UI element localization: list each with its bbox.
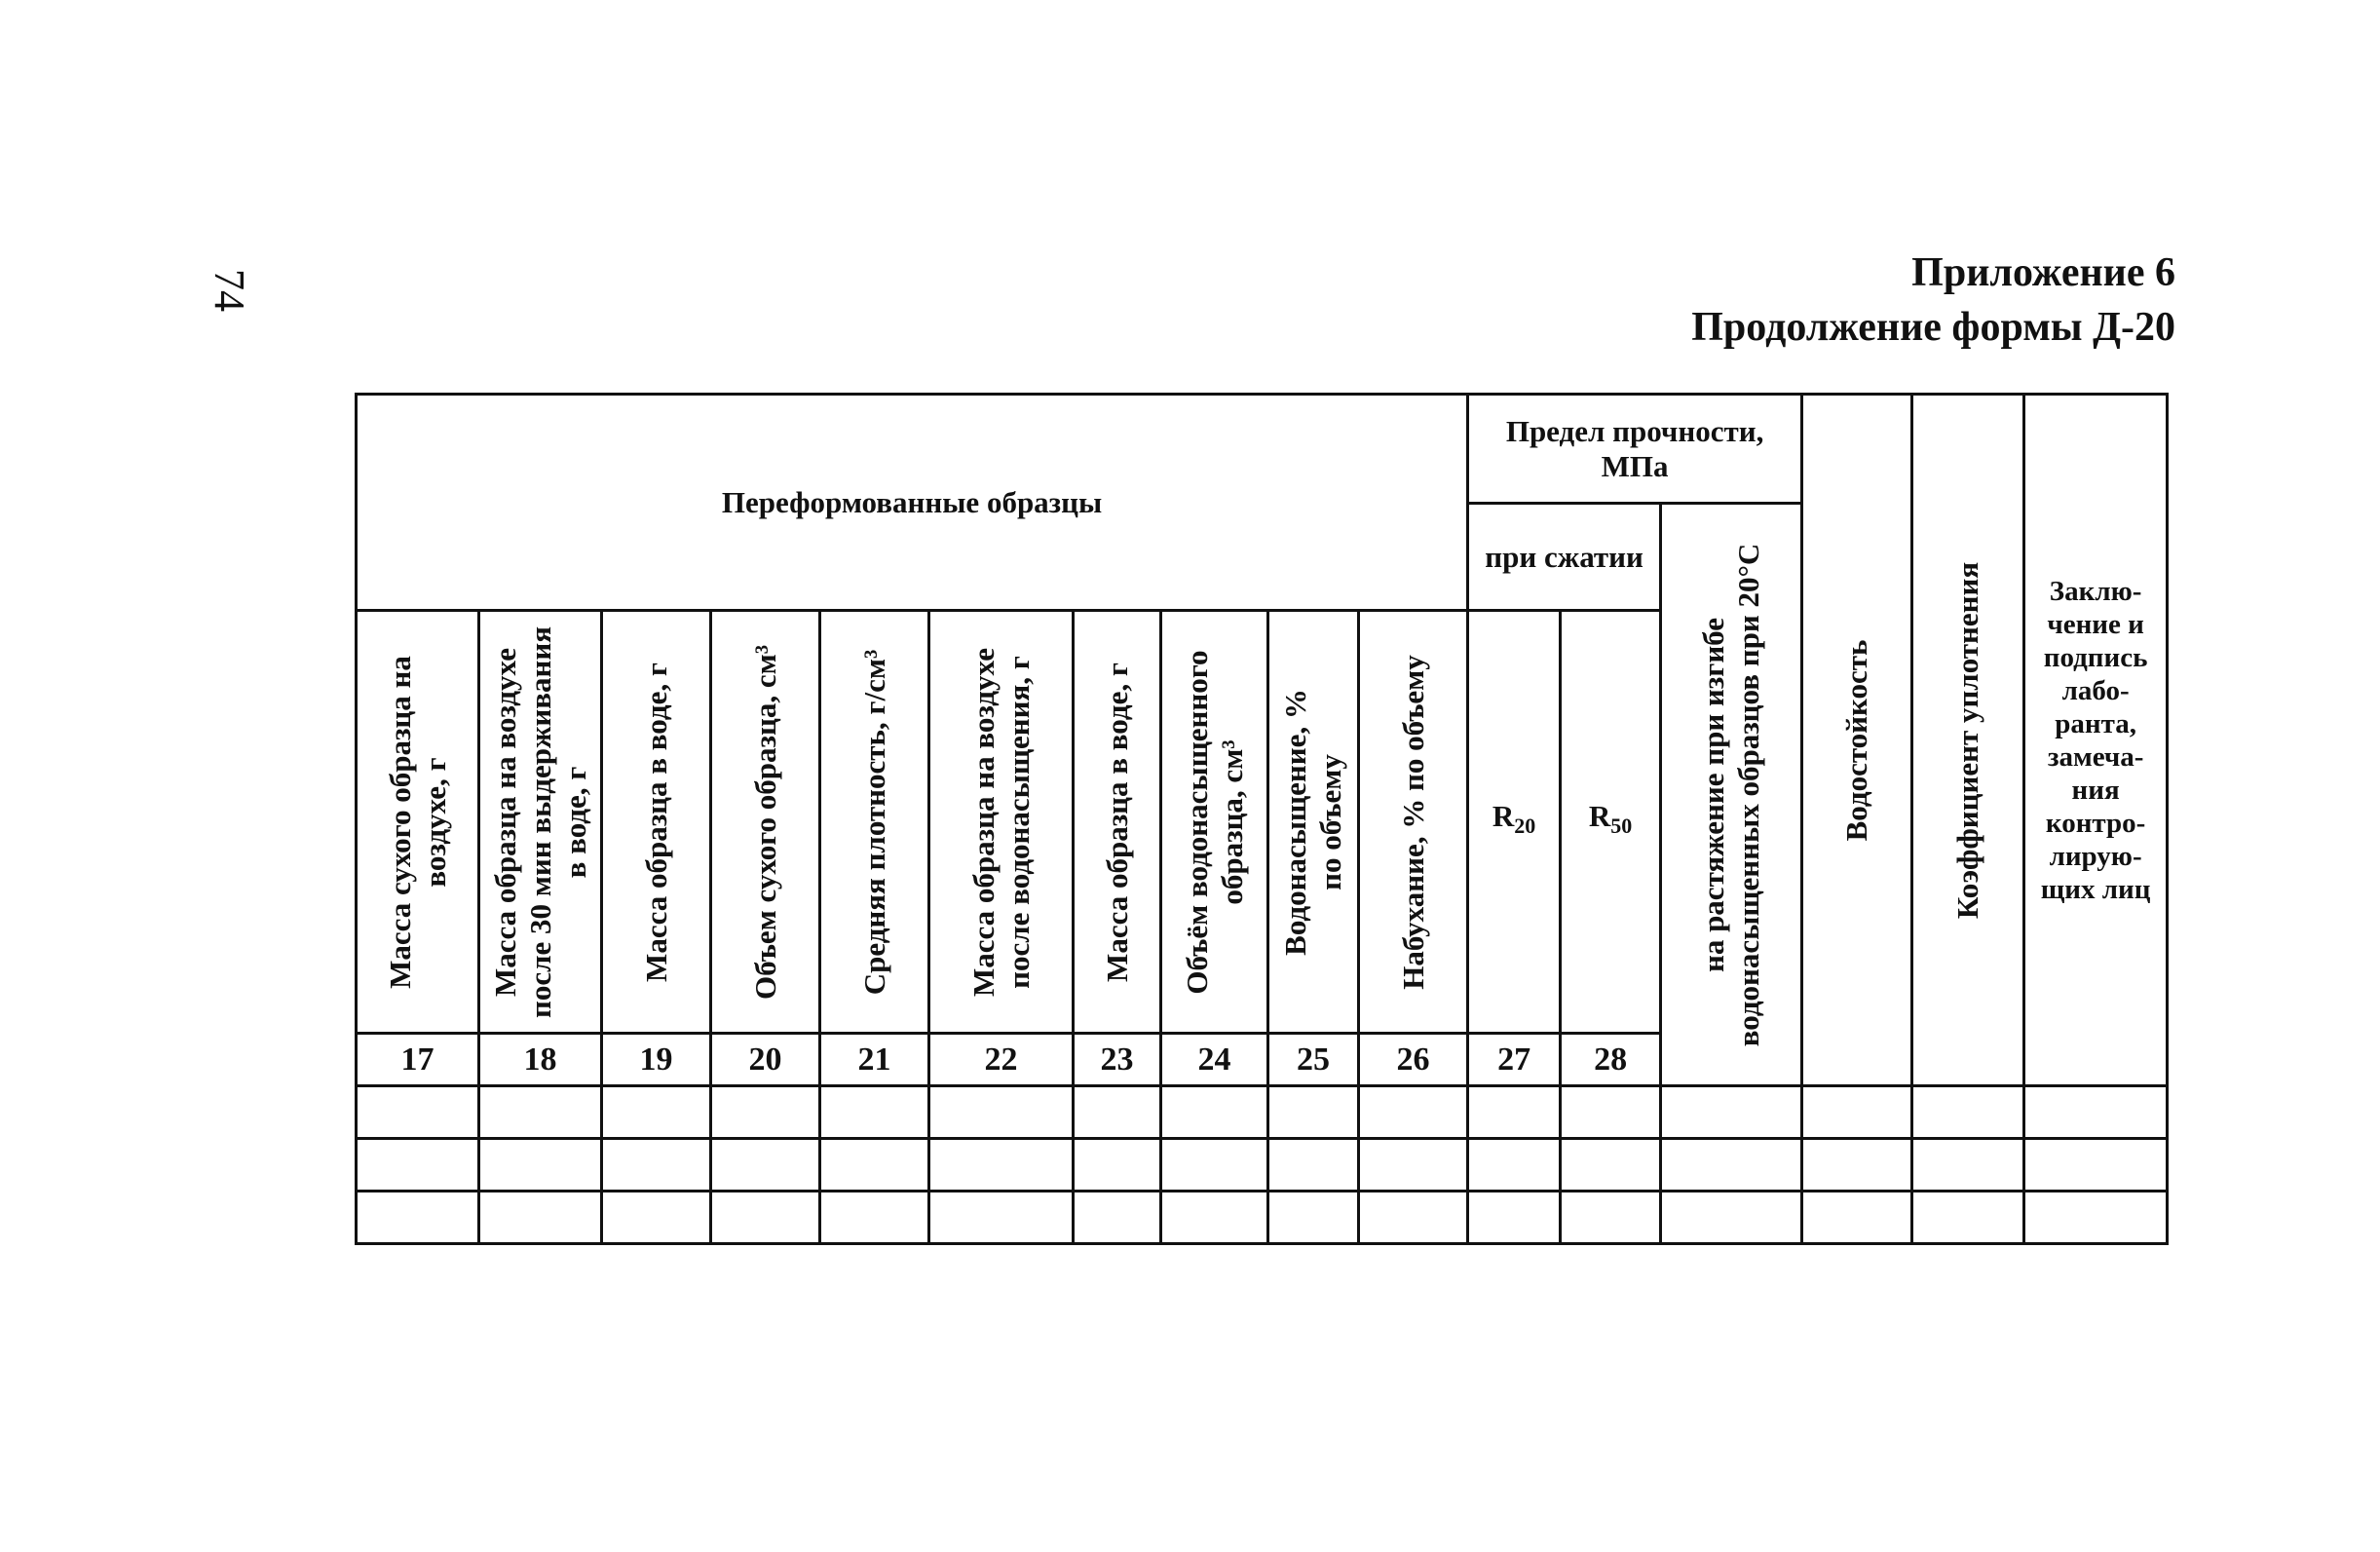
blank-cell — [711, 1086, 820, 1139]
blank-cell — [929, 1139, 1074, 1192]
col-number: 25 — [1268, 1034, 1359, 1086]
blank-cell — [479, 1139, 602, 1192]
blank-cell — [1074, 1086, 1161, 1139]
header-r20: $R_{20}$ — [1468, 611, 1561, 1034]
blank-cell — [602, 1192, 711, 1244]
header-r50: $R_{50}$ — [1561, 611, 1661, 1034]
blank-cell — [1468, 1139, 1561, 1192]
blank-cell — [820, 1086, 929, 1139]
blank-cell — [602, 1086, 711, 1139]
blank-cell — [1802, 1139, 1912, 1192]
blank-cell — [929, 1086, 1074, 1139]
col-number: 23 — [1074, 1034, 1161, 1086]
blank-cell — [1074, 1192, 1161, 1244]
blank-cell — [1661, 1192, 1802, 1244]
header-col-21: Средняя плотность, г/см³ — [820, 611, 929, 1034]
header-col-24: Объём водонасыщенного образца, см³ — [1161, 611, 1268, 1034]
blank-cell — [820, 1139, 929, 1192]
blank-cell — [479, 1086, 602, 1139]
blank-cell — [1161, 1139, 1268, 1192]
blank-cell — [1268, 1192, 1359, 1244]
header-col-23: Масса образца в воде, г — [1074, 611, 1161, 1034]
blank-cell — [1359, 1139, 1468, 1192]
header-col-20: Объем сухого образца, см³ — [711, 611, 820, 1034]
header-compaction-coefficient: Коэффициент уплотнения — [1912, 395, 2024, 1086]
blank-cell — [1912, 1139, 2024, 1192]
blank-cell — [1468, 1086, 1561, 1139]
col-number: 19 — [602, 1034, 711, 1086]
header-col-18: Масса образца на воздухе после 30 мин выдерживания в воде, г — [479, 611, 602, 1034]
header-col-19: Масса образца в воде, г — [602, 611, 711, 1034]
form-continuation-title: Продолжение формы Д-20 — [1691, 305, 2175, 350]
blank-cell — [1802, 1086, 1912, 1139]
blank-cell — [357, 1086, 479, 1139]
header-strength-limit: Предел прочности, МПа — [1468, 395, 1802, 504]
col-number: 22 — [929, 1034, 1074, 1086]
blank-cell — [1268, 1139, 1359, 1192]
blank-cell — [1661, 1086, 1802, 1139]
blank-cell — [1912, 1086, 2024, 1139]
col-number: 17 — [357, 1034, 479, 1086]
blank-cell — [1661, 1139, 1802, 1192]
blank-cell — [1468, 1192, 1561, 1244]
table-row — [357, 1086, 2168, 1139]
header-water-resistance: Водостойкость — [1802, 395, 1912, 1086]
appendix-title: Приложение 6 — [1911, 250, 2175, 295]
blank-cell — [2024, 1139, 2168, 1192]
blank-cell — [1802, 1192, 1912, 1244]
blank-cell — [602, 1139, 711, 1192]
header-col-25: Водонасыщение, % по объему — [1268, 611, 1359, 1034]
blank-cell — [711, 1192, 820, 1244]
col-number: 28 — [1561, 1034, 1661, 1086]
col-number: 26 — [1359, 1034, 1468, 1086]
col-number: 21 — [820, 1034, 929, 1086]
blank-cell — [820, 1192, 929, 1244]
header-tension-bending: на растяжение при изгибе водонасыщенных образцов при 20°С — [1661, 504, 1802, 1086]
header-col-22: Масса образца на воздухе после водонасыщения, г — [929, 611, 1074, 1034]
blank-cell — [711, 1139, 820, 1192]
header-compression: при сжатии — [1468, 504, 1661, 611]
blank-cell — [1074, 1139, 1161, 1192]
blank-cell — [479, 1192, 602, 1244]
table-row — [357, 1139, 2168, 1192]
col-number: 18 — [479, 1034, 602, 1086]
blank-cell — [1161, 1086, 1268, 1139]
blank-cell — [2024, 1086, 2168, 1139]
col-number: 27 — [1468, 1034, 1561, 1086]
header-conclusion-signature: Заклю-чение и подпись лабо-ранта, замеча-ния контро-лирую-щих лиц — [2024, 395, 2168, 1086]
page-number: 74 — [206, 269, 253, 312]
header-reformed-samples: Переформованные образцы — [357, 395, 1468, 611]
col-number: 24 — [1161, 1034, 1268, 1086]
blank-cell — [357, 1139, 479, 1192]
blank-cell — [1359, 1192, 1468, 1244]
blank-cell — [1161, 1192, 1268, 1244]
blank-cell — [1359, 1086, 1468, 1139]
blank-cell — [1561, 1139, 1661, 1192]
blank-cell — [357, 1192, 479, 1244]
col-number: 20 — [711, 1034, 820, 1086]
blank-cell — [1561, 1086, 1661, 1139]
blank-cell — [1268, 1086, 1359, 1139]
blank-cell — [1912, 1192, 2024, 1244]
blank-cell — [1561, 1192, 1661, 1244]
table-row — [357, 1192, 2168, 1244]
appendix-heading — [1691, 246, 2175, 355]
header-col-17: Масса сухого образца на воздухе, г — [357, 611, 479, 1034]
blank-cell — [929, 1192, 1074, 1244]
form-d20-table — [355, 393, 2169, 1245]
header-col-26: Набухание, % по объему — [1359, 611, 1468, 1034]
blank-cell — [2024, 1192, 2168, 1244]
